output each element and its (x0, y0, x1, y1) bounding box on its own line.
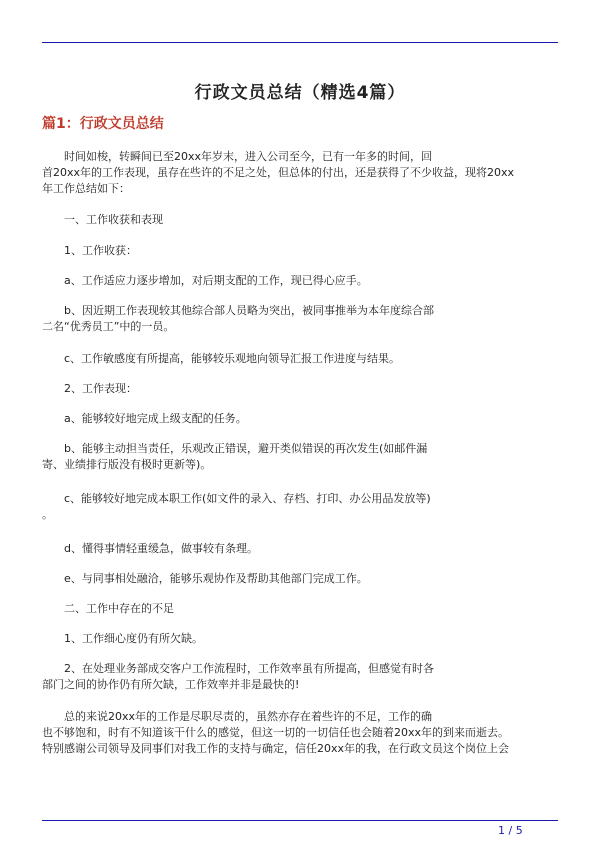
paragraph-line: 特别感谢公司领导及同事们对我工作的支持与确定，信任20xx年的我，在行政文员这个岗位上会 (42, 742, 510, 755)
paragraph-line: a、工作适应力逐步增加，对后期支配的工作，现已得心应手。 (64, 274, 368, 287)
paragraph-line: c、能够较好地完成本职工作(如文件的录入、存档、打印、办公用品发放等) (64, 492, 431, 505)
footer-rule (42, 820, 558, 821)
paragraph-line: 时间如梭，转瞬间已至20xx年岁末，进入公司至今，已有一年多的时间，回 (64, 150, 433, 163)
paragraph-line: 2、在处理业务部成交客户工作流程时，工作效率虽有所提高，但感觉有时各 (64, 662, 434, 675)
paragraph-line: 也不够饱和，时有不知道该干什么的感觉，但这一切的一切信任也会随着20xx年的到来而逝去。 (42, 726, 510, 739)
paragraph-line: 1、工作细心度仍有所欠缺。 (64, 632, 203, 645)
paragraph (42, 212, 558, 228)
paragraph-line: e、与同事相处融洽，能够乐观协作及帮助其他部门完成工作。 (64, 572, 368, 585)
document-title: 行政文员总结（精选4篇） (194, 83, 406, 103)
paragraph-line: 寄、业绩排行版没有极时更新等)。 (42, 458, 212, 471)
paragraph (42, 441, 558, 473)
paragraph-line: 首20xx年的工作表现，虽存在些许的不足之处，但总体的付出，还是获得了不少收益，现将20xx (42, 166, 515, 179)
paragraph-line: 总的来说20xx年的工作是尽职尽责的，虽然亦存在着些许的不足，工作的确 (64, 710, 433, 723)
paragraph-line: 年工作总结如下： (42, 182, 130, 195)
paragraph-line: 二名“优秀员工”中的一员。 (42, 320, 175, 333)
page-indicator: 1 / 5 (498, 824, 523, 837)
paragraph-line: 2、工作表现： (64, 382, 137, 395)
paragraph-line: d、懂得事情轻重缓急，做事较有条理。 (64, 542, 258, 555)
paragraph (42, 541, 558, 557)
paragraph (42, 491, 558, 523)
paragraph (42, 411, 558, 427)
paragraph-line: 1、工作收获： (64, 244, 137, 257)
paragraph (42, 601, 558, 617)
paragraph-line: b、能够主动担当责任，乐观改正错误，避开类似错误的再次发生(如邮件漏 (64, 442, 428, 455)
paragraph (42, 149, 558, 197)
paragraph-line: 二、工作中存在的不足 (64, 602, 174, 615)
header-rule (42, 42, 558, 43)
paragraph (42, 661, 558, 693)
paragraph (42, 571, 558, 587)
section-heading: 篇1：行政文员总结 (42, 116, 164, 132)
paragraph (42, 351, 558, 367)
paragraph-line: a、能够较好地完成上级支配的任务。 (64, 412, 247, 425)
paragraph (42, 381, 558, 397)
paragraph (42, 631, 558, 647)
paragraph (42, 273, 558, 289)
paragraph-line: 。 (42, 508, 53, 521)
paragraph-line: c、工作敏感度有所提高，能够较乐观地向领导汇报工作进度与结果。 (64, 352, 401, 365)
paragraph (42, 243, 558, 259)
paragraph (42, 303, 558, 335)
paragraph-line: 一、工作收获和表现 (64, 213, 163, 226)
paragraph-line: 部门之间的协作仍有所欠缺，工作效率并非是最快的! (42, 678, 300, 691)
paragraph-line: b、因近期工作表现较其他综合部人员略为突出，被同事推举为本年度综合部 (64, 304, 434, 317)
paragraph (42, 709, 558, 757)
